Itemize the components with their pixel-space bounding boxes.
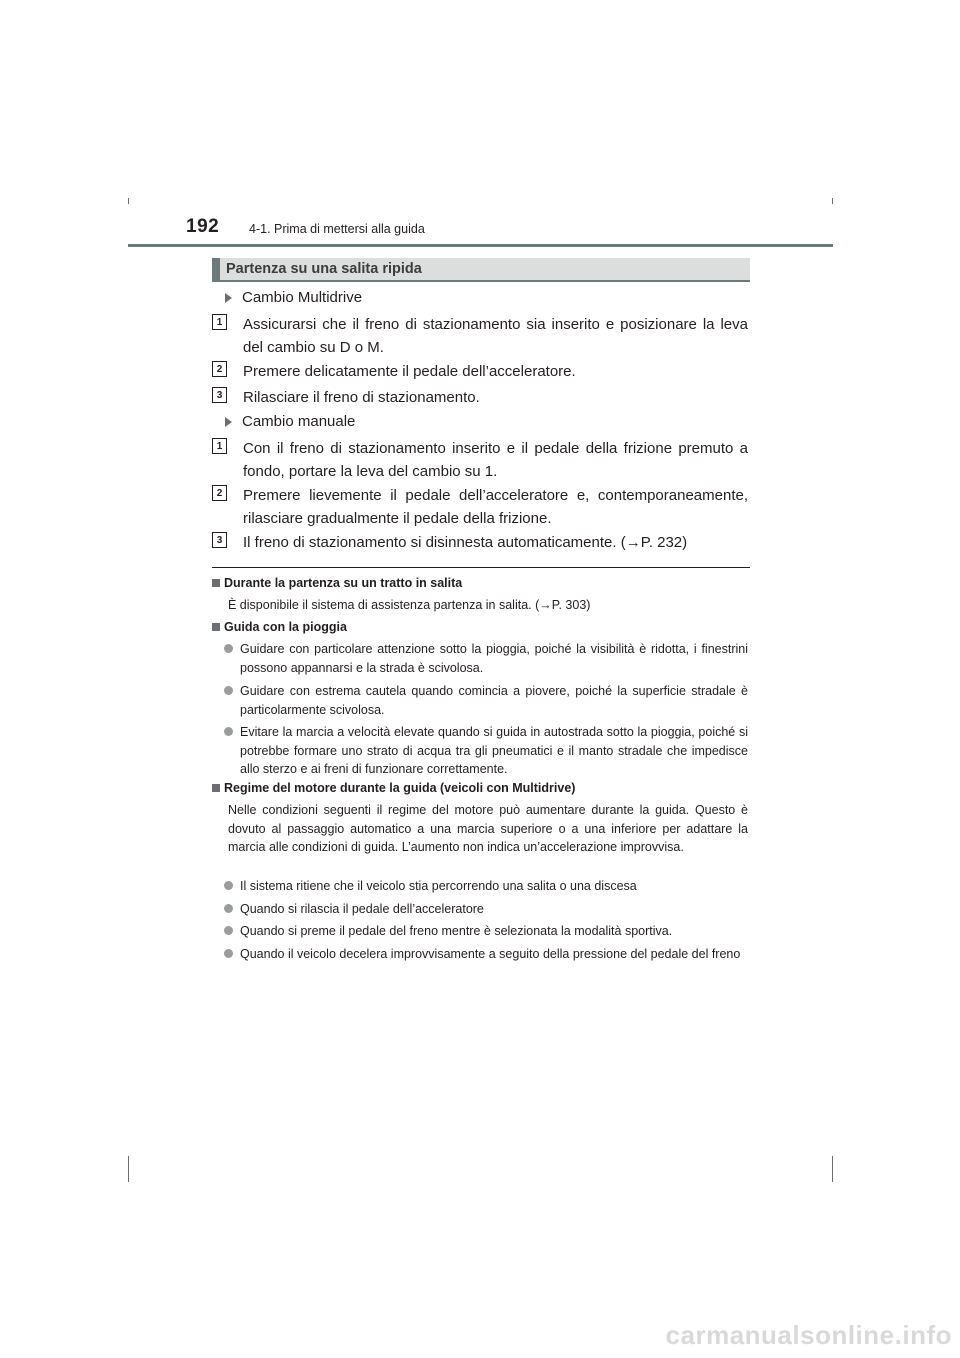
bullet-dot-icon (224, 926, 233, 935)
list-item-text: Guidare con estrema cautela quando comincia a piovere, poiché la superficie stradale è particolarmente scivolosa. (240, 684, 748, 717)
bullet-dot-icon (224, 644, 233, 653)
subhead-label: Cambio Multidrive (242, 289, 363, 306)
step-number: 2 (212, 361, 227, 377)
list-item-text: Guidare con particolare attenzione sotto la pioggia, poiché la visibilità è ridotta, i finestrini possono appannarsi e la strada è scivolosa. (240, 642, 748, 675)
header-rule (128, 244, 833, 247)
step-text: Il freno di stazionamento si disinnesta automaticamente. (→P. 232) (243, 534, 688, 551)
section-header (212, 258, 750, 282)
bullet-dot-icon (224, 881, 233, 890)
note-title (212, 620, 347, 634)
list-item-text: Il sistema ritiene che il veicolo stia percorrendo una salita o una discesa (240, 879, 637, 893)
step-number: 2 (212, 485, 227, 501)
section-divider (212, 567, 750, 568)
step-text: Assicurarsi che il freno di stazionamento sia inserito e posizionare la leva del cambio su D o M. (243, 316, 748, 356)
section-header-bar (212, 258, 220, 280)
list-item-text: Quando si rilascia il pedale dell’acceleratore (240, 902, 484, 916)
square-bullet-icon (212, 784, 220, 792)
arrow-icon (225, 417, 232, 427)
list-item-text: Evitare la marcia a velocità elevate quando si guida in autostrada sotto la pioggia, poiché si potrebbe formare uno strato di acqua tra gli pneumatici e il manto stradale che impedisce allo sterzo e ai freni di funzionare correttamente. (240, 725, 748, 776)
bullet-dot-icon (224, 727, 233, 736)
square-bullet-icon (212, 623, 220, 631)
step-number: 1 (212, 314, 227, 330)
step-number: 3 (212, 387, 227, 403)
square-bullet-icon (212, 579, 220, 587)
arrow-icon (225, 293, 232, 303)
page-number: 192 (186, 216, 220, 237)
note-body: È disponibile il sistema di assistenza partenza in salita. (→P. 303) (228, 598, 591, 612)
crop-mark (832, 1156, 833, 1182)
note-body: Nelle condizioni seguenti il regime del motore può aumentare durante la guida. Questo è dovuto al passaggio automatico a una marcia superiore o a una inferiore per adattare la marcia alle condizioni di guida. L’aumento non indica un’accelerazione improvvisa. (228, 803, 748, 854)
step-text: Rilasciare il freno di stazionamento. (243, 389, 480, 406)
bullet-dot-icon (224, 949, 233, 958)
subhead-label: Cambio manuale (242, 413, 356, 430)
chapter-title: 4-1. Prima di mettersi alla guida (249, 222, 425, 236)
crop-mark (128, 198, 129, 204)
list-item-text: Quando il veicolo decelera improvvisamente a seguito della pressione del pedale del freno (240, 947, 741, 961)
step-text: Premere delicatamente il pedale dell’acceleratore. (243, 363, 576, 380)
subhead-multidrive (225, 289, 362, 306)
crop-mark (832, 198, 833, 204)
step-number: 3 (212, 532, 227, 548)
list-item-text: Quando si preme il pedale del freno mentre è selezionata la modalità sportiva. (240, 924, 673, 938)
note-title-text: Guida con la pioggia (224, 620, 347, 634)
bullet-dot-icon (224, 686, 233, 695)
subhead-manual (225, 413, 355, 430)
bullet-dot-icon (224, 904, 233, 913)
note-title-text: Regime del motore durante la guida (veicoli con Multidrive) (224, 781, 576, 795)
step-text: Con il freno di stazionamento inserito e il pedale della frizione premuto a fondo, portare la leva del cambio su 1. (243, 440, 748, 480)
note-title-text: Durante la partenza su un tratto in salita (224, 576, 463, 590)
watermark: carmanualsonline.info (665, 1320, 952, 1350)
note-title (212, 781, 575, 795)
section-title: Partenza su una salita ripida (226, 261, 422, 277)
step-text: Premere lievemente il pedale dell’acceleratore e, contemporaneamente, rilasciare gradualmente il pedale della frizione. (243, 487, 748, 527)
crop-mark (128, 1156, 129, 1182)
note-title (212, 576, 462, 590)
step-number: 1 (212, 438, 227, 454)
